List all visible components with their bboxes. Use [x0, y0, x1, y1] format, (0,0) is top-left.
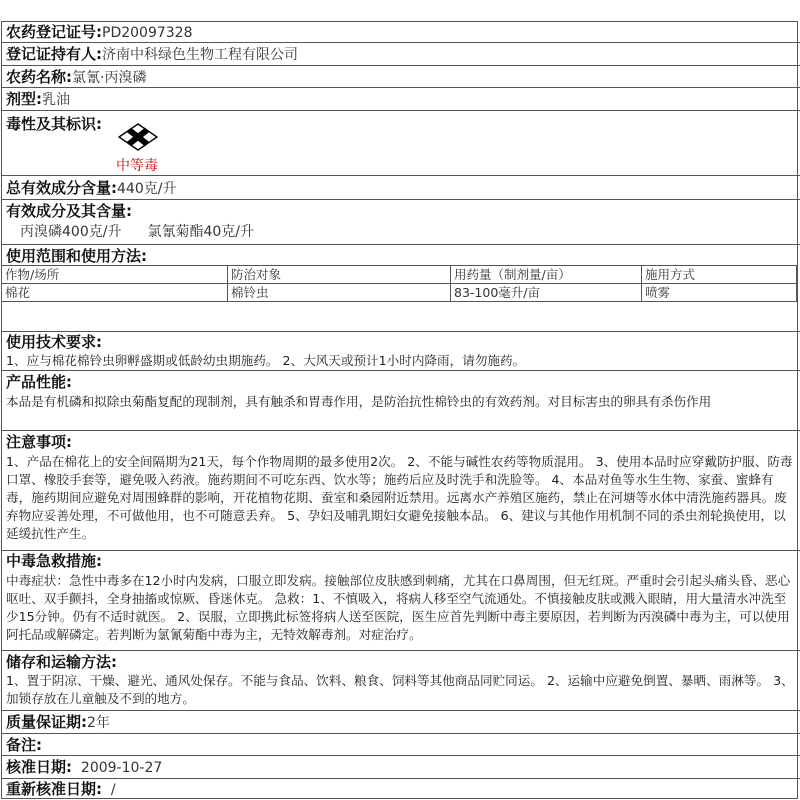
- notes-text: 1、产品在棉花上的安全间隔期为21天，每个作物周期的最多使用2次。 2、不能与碱性农药等物质混用。 3、使用本品时应穿戴防护服、防毒口罩、橡胶手套等，避免吸入药液。施药期间不可吃东西、饮水等；施药后应及时洗手和洗脸等。 4、本品对鱼等水生生物、家蚕、蜜蜂有毒，施药期间应避免对周围蜂群的影响，开花植物花期、蚕室和桑园附近禁用。远离水产养殖区施药，禁止在河塘等水体中清洗施药器具。废弃物应妥善处理，不可做他用，也不可随意丢弃。 5、孕妇及哺乳期妇女避免接触本品。 6、建议与其他作用机制不同的杀虫剂轮换使用，以延缓抗性产生。: [6, 454, 793, 541]
- reapproval-date-row: [2, 779, 800, 800]
- remarks-row: [2, 734, 800, 756]
- table-header-row: [2, 266, 797, 284]
- table-cell: 棉花: [2, 284, 228, 302]
- name-label: 农药名称:: [6, 68, 72, 86]
- performance-text: 本品是有机磷和拟除虫菊酯复配的现制剂，具有触杀和胃毒作用，是防治抗性棉铃虫的有效药剂。对目标害虫的卵具有杀伤作用: [6, 394, 712, 409]
- storage-label: 储存和运输方法:: [6, 653, 117, 671]
- toxicity-label: 毒性及其标识:: [6, 115, 102, 133]
- ingredient-item: 氯氰菊酯40克/升: [147, 224, 254, 240]
- shelf-life-row: [2, 711, 800, 734]
- table-cell: 喷雾: [642, 284, 797, 302]
- tech-text: 1、应与棉花棉铃虫卵孵盛期或低龄幼虫期施药。 2、大风天或预计1小时内降雨，请勿施药。: [6, 353, 526, 368]
- ingredient-item: 丙溴磷400克/升: [20, 224, 122, 240]
- formulation-row: [2, 88, 800, 111]
- performance-row: [2, 371, 800, 431]
- storage-text: 1、置于阴凉、干燥、避光、通风处保存。不能与食品、饮料、粮食、饲料等其他商品同贮同运。 2、运输中应避免倒置、暴晒、雨淋等。 3、加锁存放在儿童触及不到的地方。: [6, 673, 794, 706]
- storage-row: [2, 651, 800, 711]
- ingredients-row: [2, 200, 800, 245]
- first-aid-row: [2, 551, 800, 651]
- notes-row: [2, 431, 800, 551]
- notes-label: 注意事项:: [6, 433, 72, 451]
- approval-date-label: 核准日期:: [6, 758, 72, 776]
- holder-row: [2, 43, 800, 66]
- usage-table: [1, 265, 797, 302]
- first-aid-text: 中毒症状：急性中毒多在12小时内发病，口服立即发病。接触部位皮肤感到刺痛，尤其在口鼻周围，但无红斑。严重时会引起头痛头昏、恶心呕吐、双手颤抖，全身抽搐或惊厥、昏迷休克。 急救：1、不慎吸入，将病人移至空气流通处。不慎接触皮肤或溅入眼睛，用大量清水冲洗至少15分钟。仍有不适时就医。 2、误服，立即携此标签将病人送至医院，医生应首先判断中毒主要原因，若判断为丙溴磷中毒为主，可以使用阿托品或解磷定。若判断为氯氰菊酯中毒为主，无特效解毒剂。对症治疗。: [6, 573, 791, 642]
- name-row: [2, 66, 800, 88]
- table-row: [2, 284, 797, 302]
- registration-no-value: PD20097328: [102, 25, 193, 41]
- table-header: 作物/场所: [2, 266, 228, 284]
- remarks-label: 备注:: [6, 736, 42, 754]
- table-header: 防治对象: [228, 266, 451, 284]
- total-content-label: 总有效成分含量:: [6, 179, 117, 197]
- reapproval-date-label: 重新核准日期:: [6, 780, 102, 798]
- ingredients-label: 有效成分及其含量:: [6, 202, 132, 220]
- approval-date-row: [2, 756, 800, 779]
- formulation-value: 乳油: [42, 92, 70, 108]
- reapproval-date-value: /: [110, 782, 116, 798]
- holder-value: 济南中科绿色生物工程有限公司: [102, 47, 298, 63]
- holder-label: 登记证持有人:: [6, 45, 102, 63]
- formulation-label: 剂型:: [6, 90, 42, 108]
- registration-no-label: 农药登记证号:: [6, 23, 102, 41]
- shelf-life-label: 质量保证期:: [6, 713, 87, 731]
- usage-label: 使用范围和使用方法:: [6, 247, 147, 265]
- performance-label: 产品性能:: [6, 373, 72, 391]
- table-cell: 棉铃虫: [228, 284, 451, 302]
- name-value: 氯氰·丙溴磷: [72, 70, 147, 86]
- approval-date-value: 2009-10-27: [80, 760, 163, 776]
- toxicity-level: 中等毒: [116, 158, 158, 174]
- first-aid-label: 中毒急救措施:: [6, 552, 102, 570]
- table-header: 用药量（制剂量/亩）: [451, 266, 642, 284]
- toxicity-cross-icon: [118, 123, 158, 151]
- registration-no-row: [2, 22, 800, 43]
- table-cell: 83-100毫升/亩: [451, 284, 642, 302]
- total-content-value: 440克/升: [117, 181, 177, 197]
- tech-row: [2, 332, 800, 371]
- tech-label: 使用技术要求:: [6, 333, 102, 351]
- total-content-row: [2, 176, 800, 200]
- table-header: 施用方式: [642, 266, 797, 284]
- shelf-life-value: 2年: [87, 715, 110, 731]
